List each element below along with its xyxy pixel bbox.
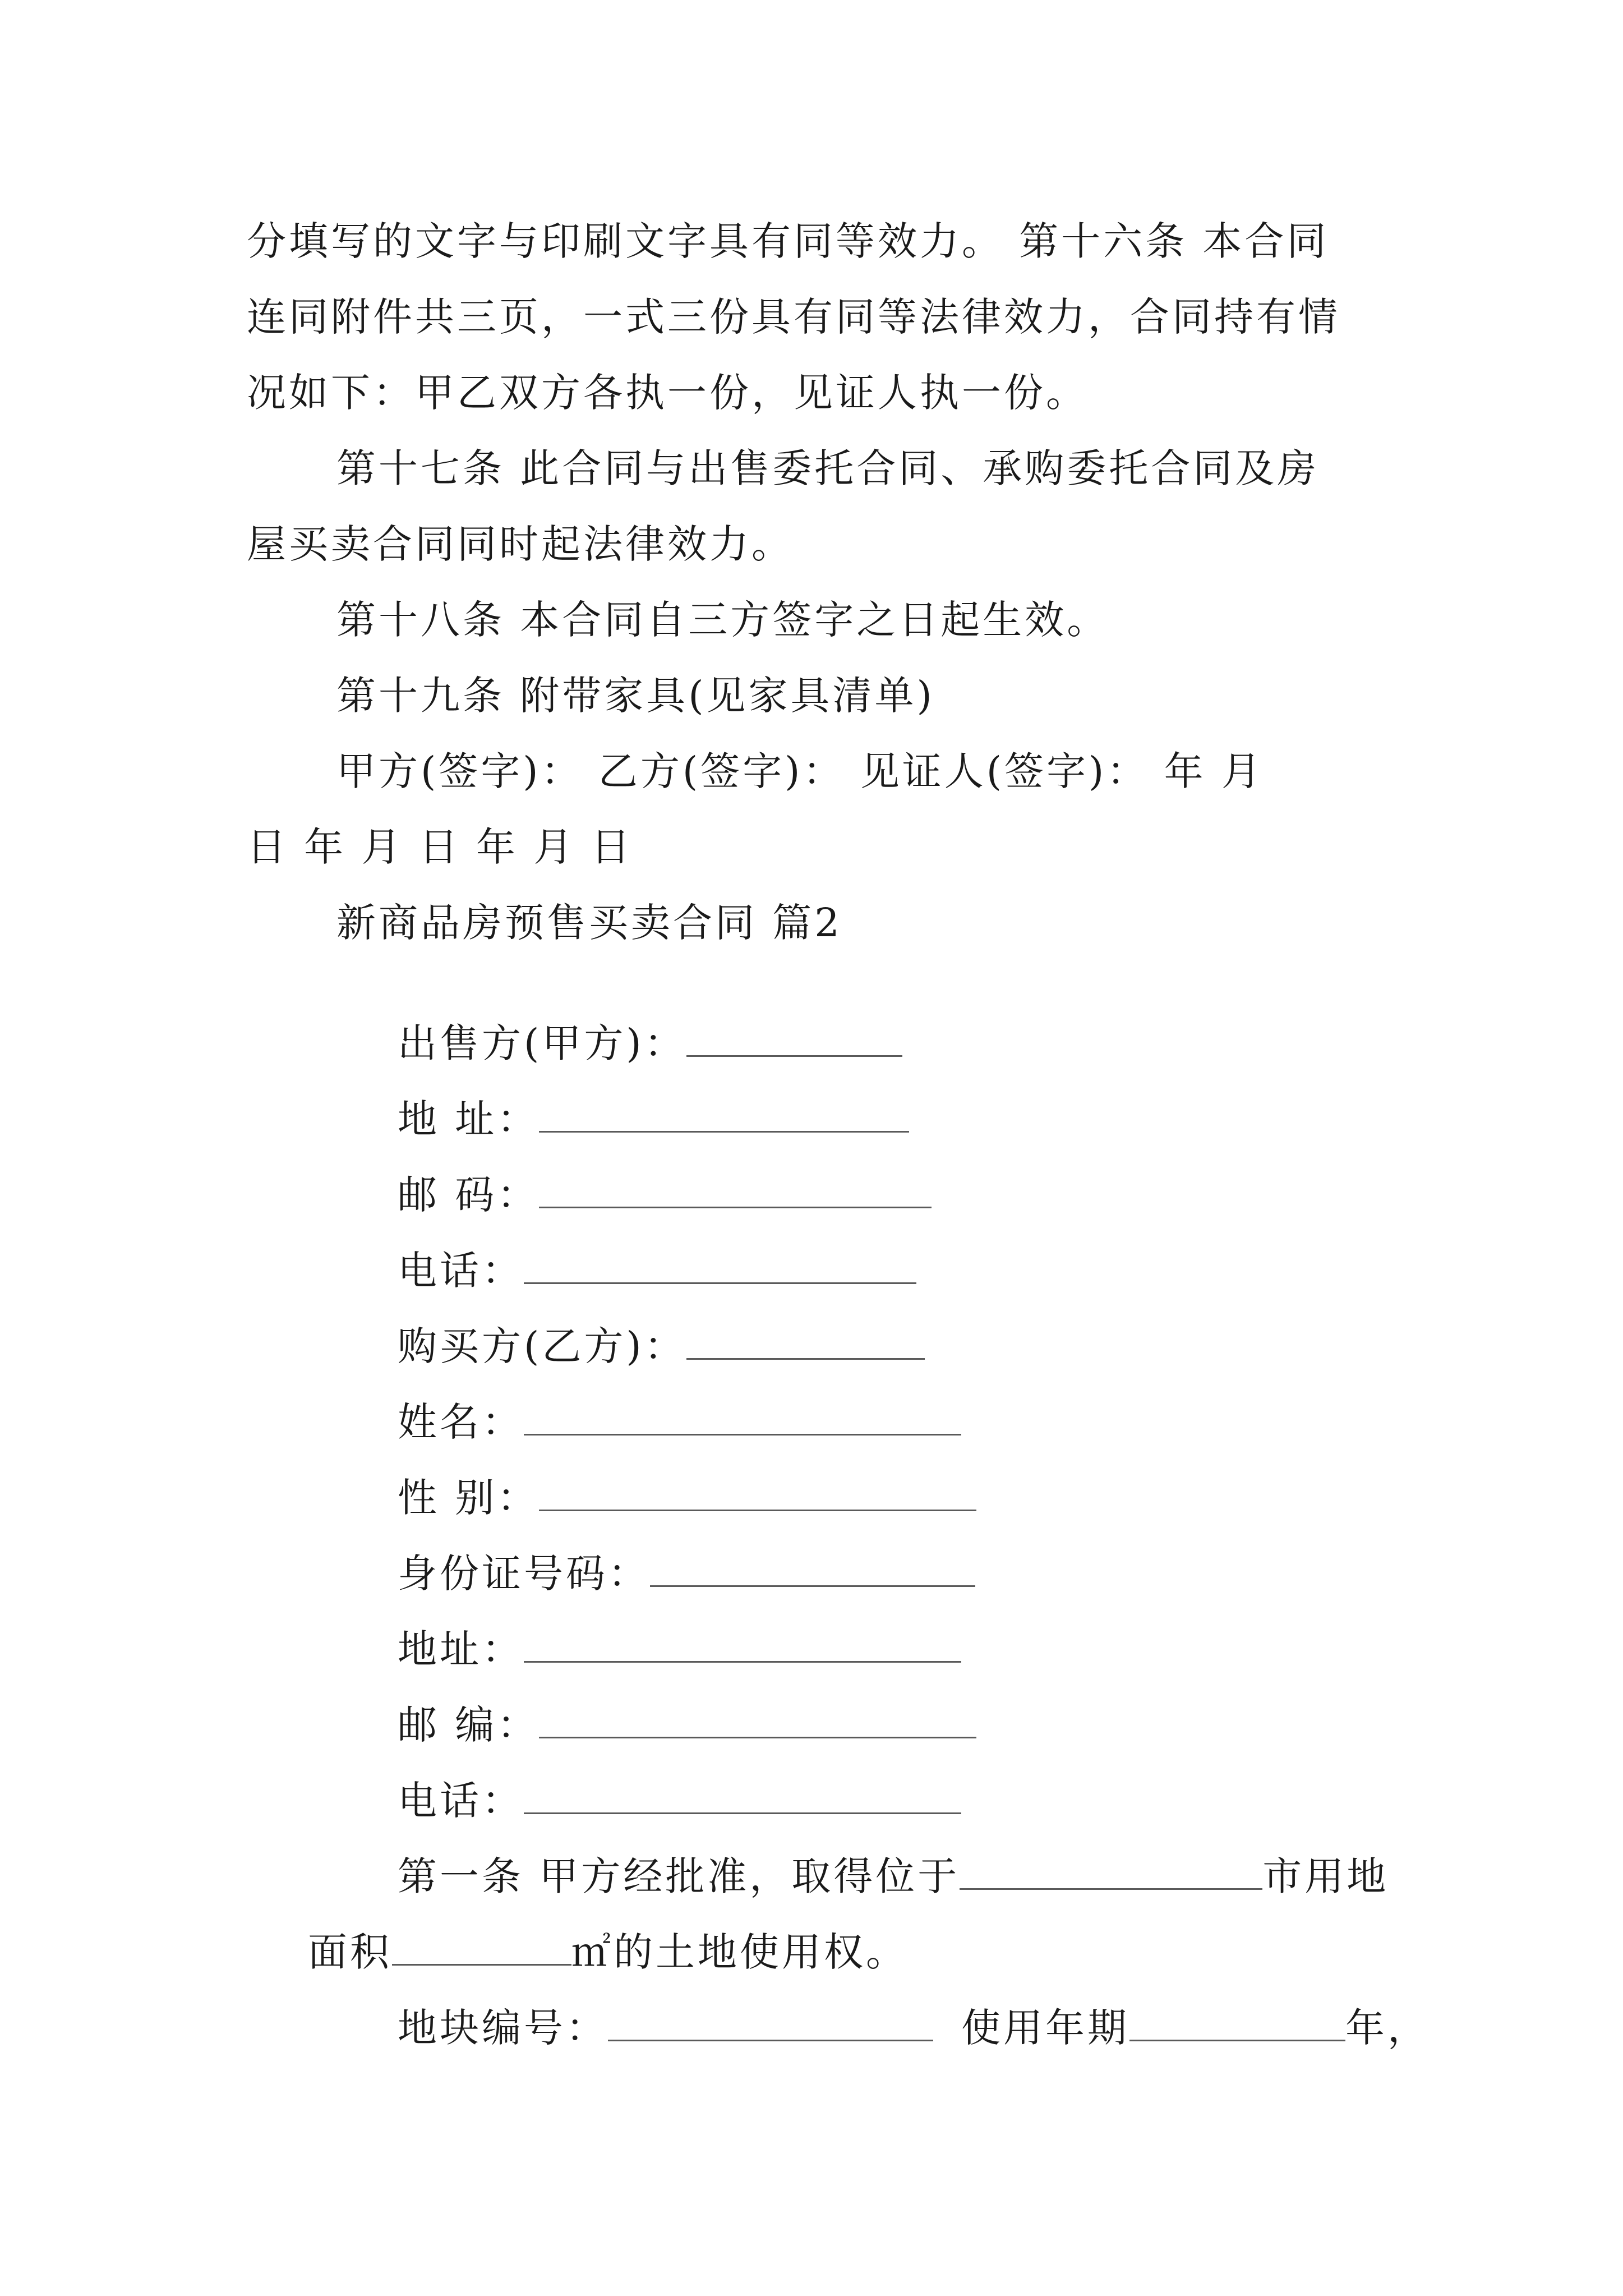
para3: 第十八条 本合同自三方签字之日起生效。 bbox=[336, 597, 1109, 643]
area-unit-text: ㎡的土地使用权。 bbox=[571, 1929, 909, 1975]
buyer-label: 购买方(乙方)： bbox=[398, 1323, 686, 1369]
buyer-gender-label: 性 别： bbox=[398, 1475, 540, 1521]
buyer-blank[interactable] bbox=[686, 1321, 925, 1360]
term-label: 使用年期 bbox=[961, 2005, 1130, 2051]
article1-text-a: 第一条 甲方经批准，取得位于 bbox=[398, 1853, 960, 1899]
para1-line3: 况如下：甲乙双方各执一份，见证人执一份。 bbox=[247, 370, 1088, 416]
seller-postcode-label: 邮 码： bbox=[398, 1172, 540, 1218]
buyer-phone-blank[interactable] bbox=[524, 1775, 961, 1814]
buyer-address-label: 地址： bbox=[398, 1626, 524, 1672]
para1-line1: 分填写的文字与印刷文字具有同等效力。 第十六条 本合同 bbox=[247, 218, 1329, 264]
article1-text-b: 市用地 bbox=[1262, 1853, 1389, 1899]
para1-line2: 连同附件共三页，一式三份具有同等法律效力，合同持有情 bbox=[247, 294, 1340, 340]
seller-postcode-blank[interactable] bbox=[539, 1170, 932, 1208]
plot-number-blank[interactable] bbox=[608, 2003, 933, 2041]
term-unit: 年， bbox=[1345, 2005, 1430, 2051]
seller-phone-label: 电话： bbox=[398, 1248, 524, 1294]
signature-line2: 日 年 月 日 年 月 日 bbox=[247, 824, 633, 870]
seller-address-blank[interactable] bbox=[539, 1094, 909, 1133]
buyer-postcode-label: 邮 编： bbox=[398, 1702, 540, 1748]
buyer-id-label: 身份证号码： bbox=[398, 1550, 651, 1596]
buyer-address-blank[interactable] bbox=[524, 1624, 961, 1663]
section-title: 新商品房预售买卖合同 篇2 bbox=[336, 900, 842, 946]
article1-line3 bbox=[336, 1963, 1430, 2087]
para2-line2: 屋买卖合同同时起法律效力。 bbox=[247, 521, 794, 567]
area-label: 面积 bbox=[308, 1929, 393, 1975]
signature-line1: 甲方(签字)： 乙方(签字)： 见证人(签字)： 年 月 bbox=[336, 748, 1264, 794]
area-blank[interactable] bbox=[392, 1927, 571, 1966]
buyer-postcode-blank[interactable] bbox=[539, 1700, 976, 1738]
seller-phone-blank[interactable] bbox=[524, 1245, 916, 1284]
location-blank[interactable] bbox=[960, 1851, 1262, 1890]
seller-blank[interactable] bbox=[686, 1018, 902, 1057]
plot-number-label: 地块编号： bbox=[398, 2005, 608, 2051]
para2-line1: 第十七条 此合同与出售委托合同、承购委托合同及房 bbox=[336, 445, 1320, 491]
buyer-phone-label: 电话： bbox=[398, 1778, 524, 1824]
term-blank[interactable] bbox=[1129, 2003, 1345, 2041]
buyer-gender-blank[interactable] bbox=[539, 1473, 976, 1511]
seller-label: 出售方(甲方)： bbox=[398, 1020, 686, 1066]
buyer-name-blank[interactable] bbox=[524, 1397, 961, 1435]
seller-address-label: 地 址： bbox=[398, 1096, 540, 1142]
para4: 第十九条 附带家具(见家具清单) bbox=[336, 673, 935, 719]
buyer-id-blank[interactable] bbox=[650, 1548, 975, 1587]
buyer-name-label: 姓名： bbox=[398, 1399, 524, 1445]
